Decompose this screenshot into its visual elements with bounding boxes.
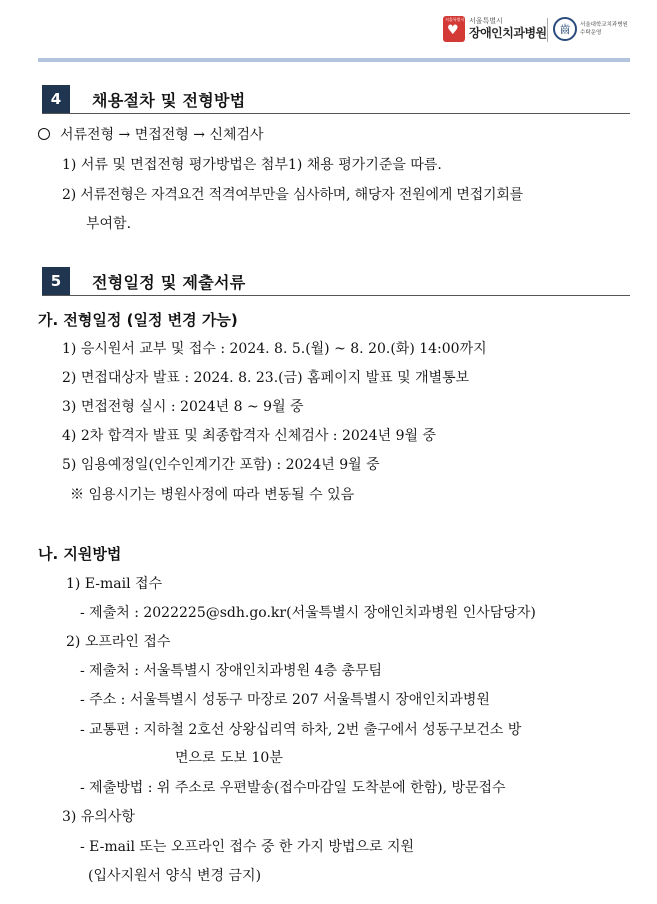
hospital-logo-name: 장애인치과병원: [469, 26, 547, 40]
schedule-item-4: 4) 2차 합격자 발표 및 최종합격자 신체검사 : 2024년 9월 중: [62, 428, 436, 444]
process-line: [38, 126, 264, 144]
section-5-heading: [42, 267, 246, 295]
schedule-item-2: 2) 면접대상자 발표 : 2024. 8. 23.(금) 홈페이지 발표 및 개별통보: [62, 370, 470, 386]
logo-divider: [547, 18, 548, 42]
section-5-number: 5: [42, 267, 70, 295]
method-2-detail-3: - 교통편 : 지하철 2호선 상왕십리역 하차, 2번 출구에서 성동구보건소 방: [80, 722, 522, 738]
university-logo: [553, 17, 628, 41]
heart-icon: ♥: [447, 23, 459, 38]
schedule-item-3: 3) 면접전형 실시 : 2024년 8 ~ 9월 중: [62, 399, 304, 415]
schedule-item-1: 1) 응시원서 교부 및 접수 : 2024. 8. 5.(월) ~ 8. 20.(화) 14:00까지: [62, 341, 487, 357]
method-2-detail-4: - 제출방법 : 위 주소로 우편발송(접수마감일 도착분에 한함), 방문접수: [80, 780, 506, 796]
logo-mark-caption: 서울특별시: [445, 17, 465, 22]
schedule-heading: 가. 전형일정 (일정 변경 가능): [38, 311, 238, 329]
process-text: 서류전형 → 면접전형 → 신체검사: [60, 127, 264, 143]
section-4-number: 4: [42, 85, 70, 113]
method-3-detail-1: - E-mail 또는 오프라인 접수 중 한 가지 방법으로 지원: [80, 839, 415, 855]
circle-bullet-icon: [38, 128, 50, 140]
schedule-item-5: 5) 임용예정일(인수인계기간 포함) : 2024년 9월 중: [62, 457, 380, 473]
section-4-item-2-cont: 부여함.: [86, 216, 132, 232]
header-bar: [38, 58, 630, 62]
section-5-title: 전형일정 및 제출서류: [92, 272, 246, 292]
method-2-detail-1: - 제출처 : 서울특별시 장애인치과병원 4층 총무팀: [80, 663, 383, 679]
method-3-detail-2: (입사지원서 양식 변경 금지): [88, 868, 262, 884]
page-header: [0, 0, 657, 62]
method-2-detail-2: - 주소 : 서울특별시 성동구 마장로 207 서울특별시 장애인치과병원: [80, 692, 490, 708]
university-logo-line2: 수탁운영: [580, 30, 602, 36]
method-1-detail: - 제출처 : 2022225@sdh.go.kr(서울특별시 장애인치과병원 인사담당자): [80, 605, 536, 621]
hospital-logo-mark: [443, 16, 465, 42]
schedule-note: ※ 임용시기는 병원사정에 따라 변동될 수 있음: [70, 487, 355, 503]
section-4-item-1: 1) 서류 및 면접전형 평가방법은 첨부1) 채용 평가기준을 따름.: [62, 157, 442, 173]
method-1-title: 1) E-mail 접수: [66, 576, 163, 592]
section-4-title: 채용절차 및 전형방법: [92, 90, 246, 110]
hospital-logo: [443, 16, 547, 42]
method-heading: 나. 지원방법: [38, 545, 122, 563]
section-5-rule: [42, 295, 630, 296]
university-seal-icon: 齒: [553, 17, 577, 41]
section-4-rule: [42, 113, 630, 114]
section-4-item-2: 2) 서류전형은 자격요건 적격여부만을 심사하며, 해당자 전원에게 면접기회를: [62, 187, 524, 203]
method-3-title: 3) 유의사항: [62, 809, 135, 825]
section-4-heading: [42, 85, 246, 113]
university-logo-line1: 서울대학교치과병원: [580, 22, 628, 28]
method-2-detail-3-cont: 면으로 도보 10분: [175, 750, 283, 766]
hospital-logo-sub: 서울특별시: [469, 17, 503, 25]
method-2-title: 2) 오프라인 접수: [66, 634, 171, 650]
